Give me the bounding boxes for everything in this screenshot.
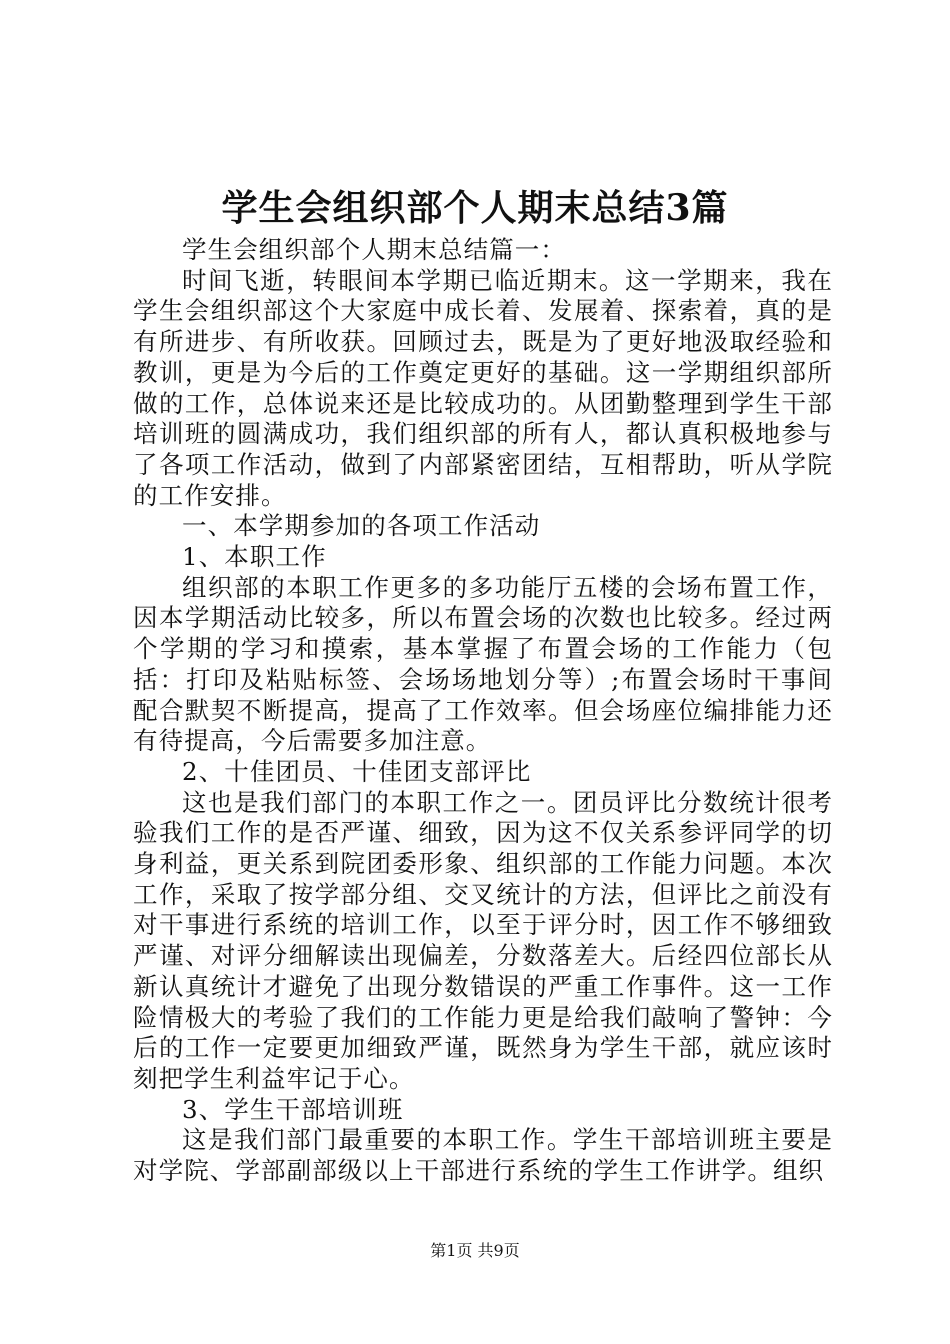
paragraph-heading-training: 3、学生干部培训班 [182,1094,404,1124]
paragraph-intro: 时间飞逝，转眼间本学期已临近期末。这一学期来，我在学生会组织部这个大家庭中成长着、发展着、探索着，真的是有所进步、有所收获。回顾过去，既是为了更好地汲取经验和教训，更是为今后的工作奠定更好的基础。这一学期组织部所做的工作，总体说来还是比较成功的。从团勤整理到学生干部培训班的圆满成功，我们组织部的所有人，都认真积极地参与了各项工作活动，做到了内部紧密团结，互相帮助，听从学院的工作安排。 [133,265,833,510]
paragraph-training: 这是我们部门最重要的本职工作。学生干部培训班主要是对学院、学部副部级以上干部进行系统的学生工作讲学。组织 [133,1125,833,1186]
paragraph-heading-duty: 1、本职工作 [182,542,327,572]
paragraph-heading-evaluation: 2、十佳团员、十佳团支部评比 [182,756,532,786]
paragraph-heading-activities: 一、本学期参加的各项工作活动 [182,511,541,541]
document-body [133,235,833,1187]
paragraph-duty: 组织部的本职工作更多的多功能厅五楼的会场布置工作，因本学期活动比较多，所以布置会场的次数也比较多。经过两个学期的学习和摸索，基本掌握了布置会场的工作能力（包括：打印及粘贴标签、会场场地划分等）;布置会场时干事间配合默契不断提高，提高了工作效率。但会场座位编排能力还有待提高，今后需要多加注意。 [133,572,833,756]
paragraph-section-heading: 学生会组织部个人期末总结篇一： [182,235,566,264]
paragraph-evaluation: 这也是我们部门的本职工作之一。团员评比分数统计很考验我们工作的是否严谨、细致，因为这不仅关系参评同学的切身利益，更关系到院团委形象、组织部的工作能力问题。本次工作，采取了按学部分组、交叉统计的方法，但评比之前没有对干事进行系统的培训工作，以至于评分时，因工作不够细致严谨、对评分细解读出现偏差，分数落差大。后经四位部长从新认真统计才避免了出现分数错误的严重工作事件。这一工作险情极大的考验了我们的工作能力更是给我们敲响了警钟：今后的工作一定要更加细致严谨，既然身为学生干部，就应该时刻把学生利益牢记于心。 [133,787,833,1093]
document-title: 学生会组织部个人期末总结3篇 [221,187,729,229]
page-indicator: 第1页 共9页 [430,1241,520,1260]
